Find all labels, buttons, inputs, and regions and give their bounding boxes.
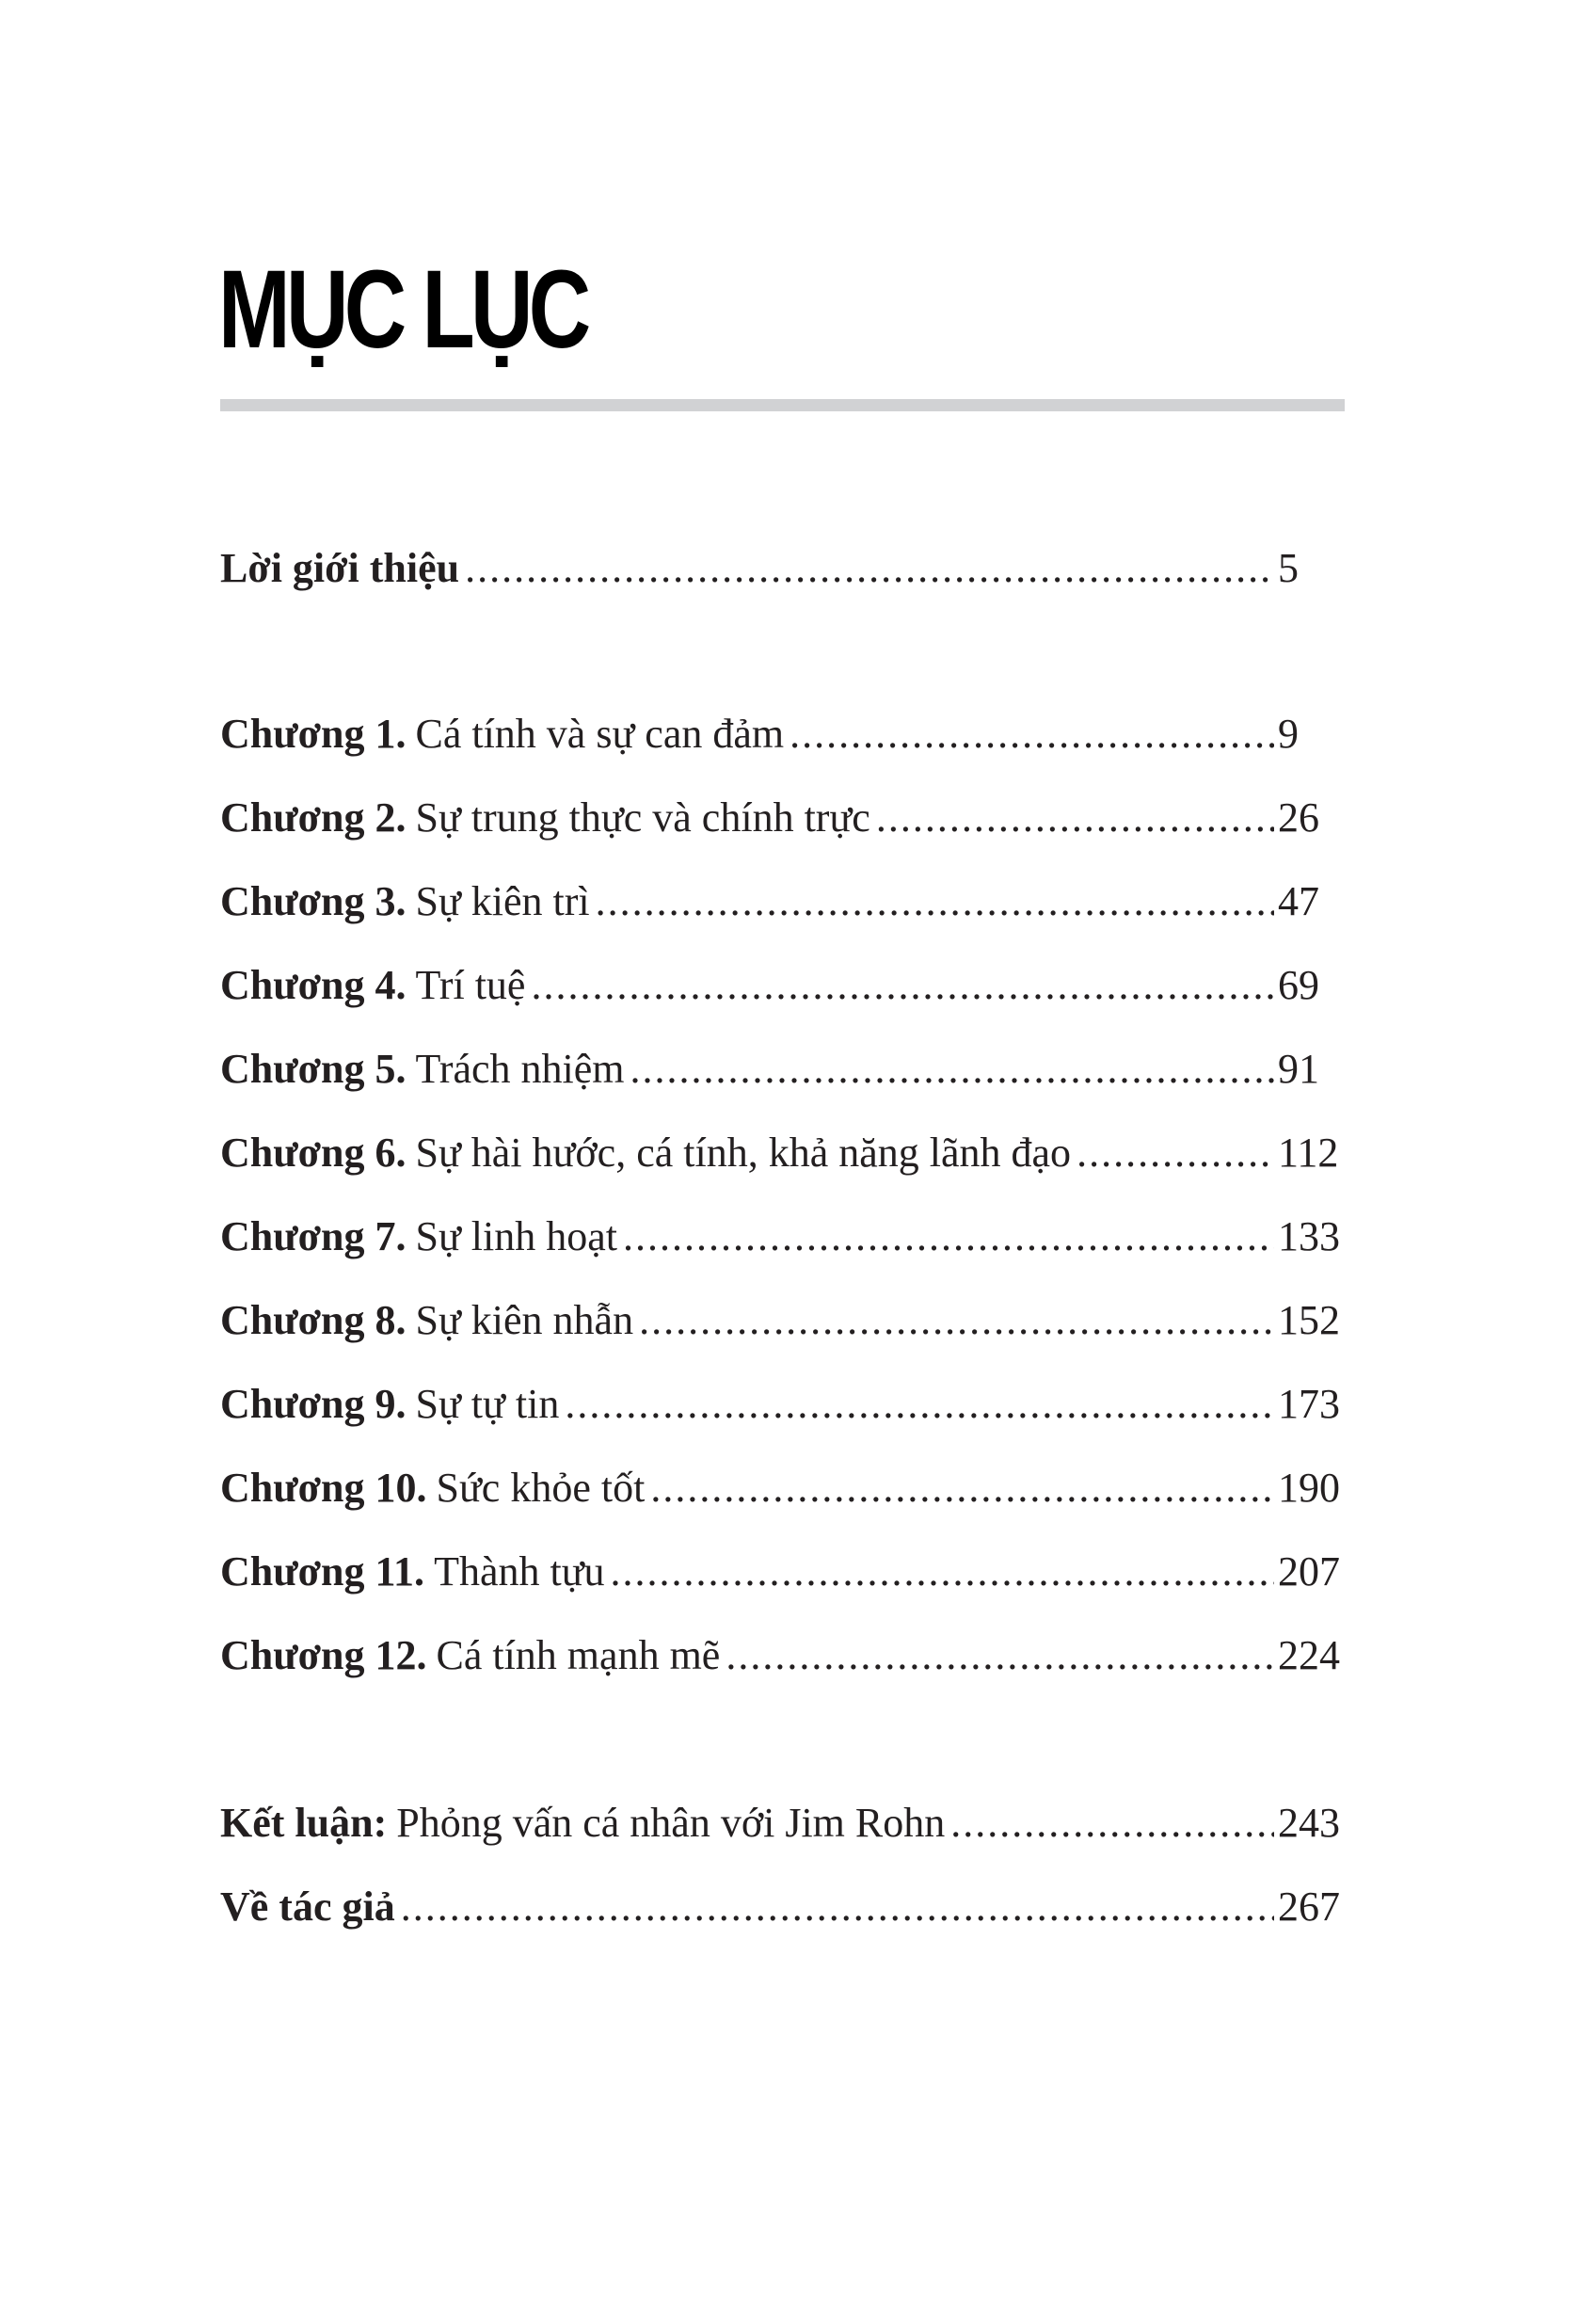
dot-leader: [565, 1378, 1274, 1431]
entry-label: Chương 3.: [220, 878, 407, 924]
page-number: 243: [1278, 1800, 1340, 1846]
entry-title: Sức khỏe tốt: [436, 1465, 646, 1511]
page-number: 112: [1278, 1130, 1339, 1176]
page-number: 190: [1278, 1465, 1340, 1511]
toc-entry-chapter-1[interactable]: [220, 708, 1346, 761]
toc-entry-introduction[interactable]: [220, 542, 1346, 595]
toc-entry-about-author[interactable]: [220, 1881, 1346, 1933]
entry-label: Chương 5.: [220, 1046, 407, 1092]
page-title: MỤC LỤC: [218, 248, 587, 372]
page-number: 47: [1278, 878, 1319, 924]
entry-title: Sự trung thực và chính trực: [415, 794, 870, 841]
entry-title: Thành tựu: [434, 1548, 605, 1595]
entry-label: Chương 10.: [220, 1465, 427, 1511]
dot-leader: [623, 1210, 1274, 1263]
entry-label: Lời giới thiệu: [220, 545, 460, 591]
dot-leader: [596, 875, 1274, 928]
page-number: 173: [1278, 1381, 1340, 1427]
dot-leader: [611, 1546, 1274, 1598]
dot-leader: [630, 1043, 1274, 1096]
entry-title: Trí tuệ: [415, 962, 526, 1008]
dot-leader: [531, 959, 1274, 1012]
toc-entry-chapter-6[interactable]: [220, 1127, 1346, 1179]
entry-label: Chương 4.: [220, 962, 407, 1008]
toc-entry-chapter-9[interactable]: [220, 1378, 1346, 1431]
page-number: 133: [1278, 1213, 1340, 1259]
page-number: 91: [1278, 1046, 1319, 1092]
entry-title: Trách nhiệm: [415, 1046, 625, 1092]
dot-leader: [465, 542, 1274, 595]
page-number: 152: [1278, 1297, 1340, 1343]
entry-label: Chương 6.: [220, 1130, 407, 1176]
dot-leader: [639, 1294, 1274, 1347]
dot-leader: [401, 1881, 1274, 1933]
page-number: 207: [1278, 1548, 1340, 1595]
entry-label: Về tác giả: [220, 1883, 395, 1930]
toc-entry-chapter-2[interactable]: [220, 792, 1346, 844]
entry-title: Cá tính và sự can đảm: [415, 711, 785, 757]
entry-label: Chương 11.: [220, 1548, 425, 1595]
entry-label: Chương 9.: [220, 1381, 407, 1427]
entry-title: Cá tính mạnh mẽ: [436, 1632, 721, 1678]
toc-entry-chapter-11[interactable]: [220, 1546, 1346, 1598]
page-number: 26: [1278, 794, 1319, 841]
entry-title: Sự linh hoạt: [415, 1213, 618, 1259]
toc-entry-chapter-3[interactable]: [220, 875, 1346, 928]
toc-entry-chapter-10[interactable]: [220, 1462, 1346, 1515]
toc-entry-chapter-4[interactable]: [220, 959, 1346, 1012]
entry-label: Chương 7.: [220, 1213, 407, 1259]
dot-leader: [950, 1797, 1274, 1850]
toc-entry-conclusion[interactable]: [220, 1797, 1346, 1850]
entry-title: Sự hài hước, cá tính, khả năng lãnh đạo: [415, 1130, 1072, 1176]
dot-leader: [650, 1462, 1274, 1515]
entry-label: Chương 8.: [220, 1297, 407, 1343]
entry-label: Chương 2.: [220, 794, 407, 841]
toc-entry-chapter-7[interactable]: [220, 1210, 1346, 1263]
page-number: 224: [1278, 1632, 1340, 1678]
dot-leader: [726, 1629, 1274, 1682]
title-underline: [220, 399, 1345, 411]
page-number: 9: [1278, 711, 1299, 757]
entry-label: Chương 1.: [220, 711, 407, 757]
toc-entry-chapter-5[interactable]: [220, 1043, 1346, 1096]
page-number: 267: [1278, 1883, 1340, 1930]
page-number: 5: [1278, 545, 1299, 591]
entry-title: Phỏng vấn cá nhân với Jim Rohn: [396, 1800, 946, 1846]
entry-title: Sự tự tin: [415, 1381, 560, 1427]
entry-title: Sự kiên nhẫn: [415, 1297, 634, 1343]
toc-entry-chapter-12[interactable]: [220, 1629, 1346, 1682]
dot-leader: [790, 708, 1274, 761]
entry-title: Sự kiên trì: [415, 878, 590, 924]
page-number: 69: [1278, 962, 1319, 1008]
toc-entry-chapter-8[interactable]: [220, 1294, 1346, 1347]
dot-leader: [1077, 1127, 1274, 1179]
dot-leader: [876, 792, 1274, 844]
entry-label: Kết luận:: [220, 1800, 388, 1846]
entry-label: Chương 12.: [220, 1632, 427, 1678]
